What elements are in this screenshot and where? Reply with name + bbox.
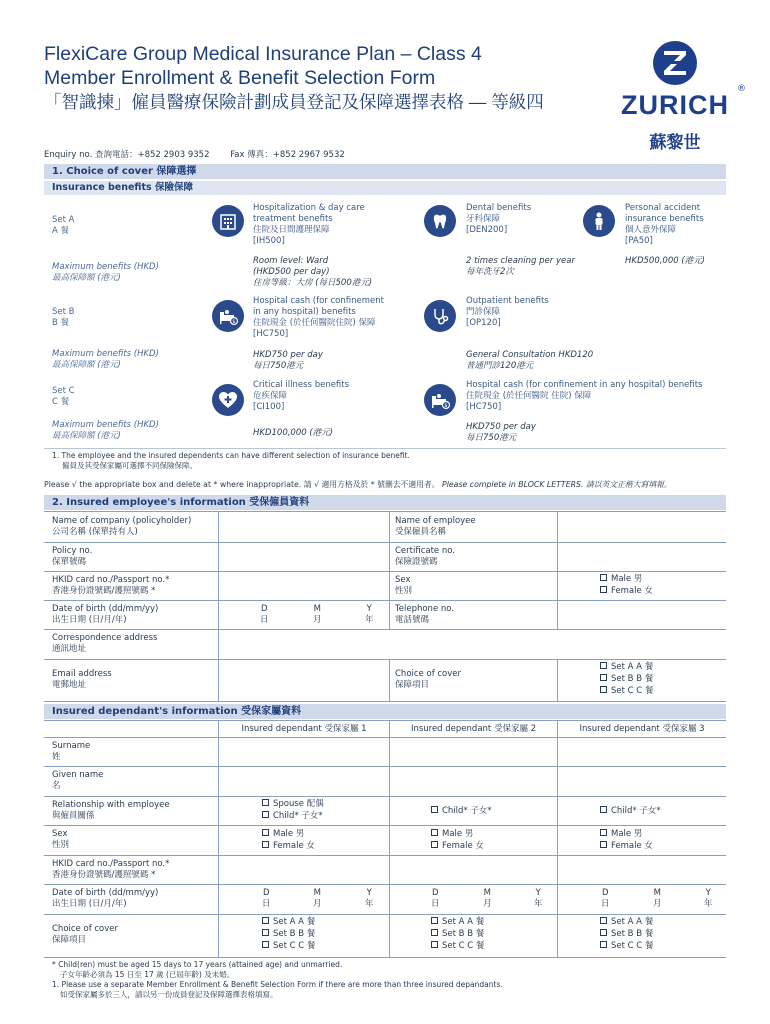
surname-label: Surname 姓 bbox=[52, 741, 91, 762]
dependants-header: Insured dependant's information 受保家屬資料 bbox=[44, 704, 726, 719]
zurich-logo bbox=[604, 40, 746, 152]
checkbox-icon[interactable] bbox=[600, 674, 607, 681]
benefit-outpatient-value: General Consultation HKD120 普通門診120港元 bbox=[466, 350, 594, 371]
checkbox-icon[interactable] bbox=[600, 686, 607, 693]
dep1-child-checkbox[interactable]: Child* 子女* bbox=[262, 811, 323, 823]
section1-note: 1. The employee and the insured dependents can have different selection of insurance benefit. 僱員及其受保家屬可選擇不同保險保障。 bbox=[52, 451, 410, 470]
company-label: Name of company (policyholder) 公司名稱 (保單持有人) bbox=[52, 516, 192, 537]
dep3-given-input[interactable] bbox=[559, 768, 725, 795]
dep3-female-checkbox[interactable]: Female 女 bbox=[600, 841, 653, 853]
sex-male-checkbox[interactable]: Male 男 bbox=[600, 574, 642, 586]
dependant-2-header: Insured dependant 受保家屬 2 bbox=[410, 724, 537, 734]
given-name-label: Given name 名 bbox=[52, 770, 104, 791]
benefit-critical-illness: Critical illness benefits 危疾保障 [CI100] bbox=[253, 380, 350, 412]
checkbox-icon[interactable] bbox=[262, 799, 269, 806]
svg-text:$: $ bbox=[232, 319, 236, 325]
dep1-set-c-checkbox[interactable]: Set C C 餐 bbox=[262, 941, 315, 953]
benefit-outpatient: Outpatient benefits 門診保障 [OP120] bbox=[466, 296, 549, 328]
benefit-hospital-cash-c: Hospital cash (for confinement in any hospital) benefits 住院現金 (於任何醫院 住院) 保障 [HC750] bbox=[466, 380, 703, 412]
dep2-set-a-checkbox[interactable]: Set A A 餐 bbox=[431, 917, 484, 929]
checkbox-icon[interactable] bbox=[431, 841, 438, 848]
dep1-dob-day[interactable]: D 日 bbox=[262, 888, 271, 909]
dep3-dob-year[interactable]: Y 年 bbox=[704, 888, 713, 909]
person-icon bbox=[583, 205, 615, 237]
benefit-personal-accident: Personal accident insurance benefits 個人意外保障 [PA50] bbox=[625, 203, 704, 246]
benefit-hospital-cash-c-value: HKD750 per day 每日750港元 bbox=[466, 422, 536, 443]
svg-text:$: $ bbox=[444, 403, 448, 409]
checkbox-icon[interactable] bbox=[262, 811, 269, 818]
benefit-hospitalization: Hospitalization & day care treatment benefits 住院及日間護理保障 [IH500] bbox=[253, 203, 365, 246]
dep1-spouse-checkbox[interactable]: Spouse 配偶 bbox=[262, 799, 324, 811]
title-line1: FlexiCare Group Medical Insurance Plan – Class 4 bbox=[44, 43, 482, 65]
set-b-max-label: Maximum benefits (HKD) 最高保障額 (港元) bbox=[52, 349, 159, 370]
contact-line bbox=[44, 148, 363, 160]
checkbox-icon[interactable] bbox=[600, 574, 607, 581]
dep2-set-b-checkbox[interactable]: Set B B 餐 bbox=[431, 929, 484, 941]
section2-header: 2. Insured employee's information 受保僱員資料 bbox=[44, 495, 726, 510]
dep-cover-label: Choice of cover 保障項目 bbox=[52, 924, 119, 945]
checkbox-icon[interactable] bbox=[262, 841, 269, 848]
checkbox-icon[interactable] bbox=[262, 917, 269, 924]
dependant-1-header: Insured dependant 受保家屬 1 bbox=[241, 724, 367, 734]
dep-dob-label: Date of birth (dd/mm/yy) 出生日期 (日/月/年) bbox=[52, 888, 159, 909]
dob-day[interactable]: D 日 bbox=[260, 604, 269, 625]
cover-set-a-checkbox[interactable]: Set A A 餐 bbox=[600, 662, 653, 674]
dep3-set-c-checkbox[interactable]: Set C C 餐 bbox=[600, 941, 653, 953]
stethoscope-icon bbox=[424, 300, 456, 332]
policy-input[interactable] bbox=[220, 544, 388, 570]
checkbox-icon[interactable] bbox=[600, 662, 607, 669]
benefit-critical-illness-value: HKD100,000 (港元) bbox=[253, 428, 333, 438]
benefit-hospital-cash: Hospital cash (for confinement in any hospital) benefits 住院現金 (於任何醫院住院) 保障 [HC750] bbox=[253, 296, 384, 339]
logo-registered: ® bbox=[737, 84, 746, 94]
dep1-female-checkbox[interactable]: Female 女 bbox=[262, 841, 315, 853]
title-line3: 「智識揀」僱員醫療保險計劃成員登記及保障選擇表格 — 等級四 bbox=[44, 92, 544, 112]
certificate-label: Certificate no. 保險證號碼 bbox=[395, 546, 455, 567]
dep1-hkid-input[interactable] bbox=[220, 857, 388, 883]
dep2-female-checkbox[interactable]: Female 女 bbox=[431, 841, 484, 853]
sex-female-checkbox[interactable]: Female 女 bbox=[600, 586, 653, 598]
dep1-dob-month[interactable]: M 月 bbox=[313, 888, 322, 909]
instruction-line: Please √ the appropriate box and delete at * where inappropriate. 請 √ 適用方格及於 * 號刪去不適用者。 Please complete in BLOCK LETTERS. 請以英文正楷大寫填報。 bbox=[44, 480, 672, 489]
dep3-dob-month[interactable]: M 月 bbox=[653, 888, 662, 909]
cover-set-b-checkbox[interactable]: Set B B 餐 bbox=[600, 674, 653, 686]
relationship-label: Relationship with employee 與僱員關係 bbox=[52, 800, 170, 821]
dep1-male-checkbox[interactable]: Male 男 bbox=[262, 829, 304, 841]
dep3-set-a-checkbox[interactable]: Set A A 餐 bbox=[600, 917, 653, 929]
fax-number: Fax 傳真：+852 2967 9532 bbox=[230, 150, 345, 160]
sex-label: Sex 性別 bbox=[395, 575, 413, 596]
checkbox-icon[interactable] bbox=[262, 829, 269, 836]
heart-plus-icon bbox=[212, 384, 244, 416]
checkbox-icon[interactable] bbox=[600, 586, 607, 593]
set-a-max-label: Maximum benefits (HKD) 最高保障額 (港元) bbox=[52, 262, 159, 283]
dep1-dob-year[interactable]: Y 年 bbox=[365, 888, 374, 909]
checkbox-icon[interactable] bbox=[600, 841, 607, 848]
dep3-hkid-input[interactable] bbox=[559, 857, 725, 883]
checkbox-icon[interactable] bbox=[262, 929, 269, 936]
dep2-male-checkbox[interactable]: Male 男 bbox=[431, 829, 473, 841]
dob-label: Date of birth (dd/mm/yy) 出生日期 (日/月/年) bbox=[52, 604, 159, 625]
checkbox-icon[interactable] bbox=[600, 917, 607, 924]
checkbox-icon[interactable] bbox=[600, 806, 607, 813]
checkbox-icon[interactable] bbox=[431, 941, 438, 948]
dep2-dob-year[interactable]: Y 年 bbox=[534, 888, 543, 909]
dep3-child-checkbox[interactable]: Child* 子女* bbox=[600, 806, 661, 818]
dep1-given-input[interactable] bbox=[220, 768, 388, 795]
dep2-child-checkbox[interactable]: Child* 子女* bbox=[431, 806, 492, 818]
checkbox-icon[interactable] bbox=[431, 806, 438, 813]
checkbox-icon[interactable] bbox=[431, 929, 438, 936]
hospital-cash-icon bbox=[424, 384, 456, 416]
benefit-dental: Dental benefits 牙科保障 [DEN200] bbox=[466, 203, 532, 235]
benefits-subheader: Insurance benefits 保險保障 bbox=[44, 181, 726, 195]
dep2-given-input[interactable] bbox=[391, 768, 556, 795]
dob-year[interactable]: Y 年 bbox=[365, 604, 374, 625]
logo-name: ZURICH bbox=[621, 90, 729, 120]
cover-set-c-checkbox[interactable]: Set C C 餐 bbox=[600, 686, 653, 698]
dep3-surname-input[interactable] bbox=[559, 739, 725, 765]
tooth-icon bbox=[424, 205, 456, 237]
cover-label: Choice of cover 保障項目 bbox=[395, 669, 462, 690]
dep-hkid-label: HKID card no./Passport no.* 香港身份證號碼/護照號碼 * bbox=[52, 859, 170, 880]
hospital-icon bbox=[212, 205, 244, 237]
benefit-personal-accident-value: HKD500,000 (港元) bbox=[625, 256, 705, 266]
dep2-dob-day[interactable]: D 日 bbox=[431, 888, 440, 909]
checkbox-icon[interactable] bbox=[600, 829, 607, 836]
employee-name-label: Name of employee 受保僱員名稱 bbox=[395, 516, 476, 537]
logo-chinese: 蘇黎世 bbox=[649, 133, 701, 153]
policy-label: Policy no. 保單號碼 bbox=[52, 546, 93, 567]
dep2-hkid-input[interactable] bbox=[391, 857, 556, 883]
dep3-dob-day[interactable]: D 日 bbox=[601, 888, 610, 909]
dep3-set-b-checkbox[interactable]: Set B B 餐 bbox=[600, 929, 653, 941]
dep-sex-label: Sex 性別 bbox=[52, 829, 70, 850]
hkid-input[interactable] bbox=[220, 573, 388, 599]
dep2-set-c-checkbox[interactable]: Set C C 餐 bbox=[431, 941, 484, 953]
dep1-set-a-checkbox[interactable]: Set A A 餐 bbox=[262, 917, 315, 929]
address-input[interactable] bbox=[220, 631, 725, 658]
checkbox-icon[interactable] bbox=[431, 829, 438, 836]
dep3-male-checkbox[interactable]: Male 男 bbox=[600, 829, 642, 841]
hospital-cash-icon bbox=[212, 300, 244, 332]
dob-month[interactable]: M 月 bbox=[313, 604, 322, 625]
enquiry-number: Enquiry no. 查詢電話：+852 2903 9352 bbox=[44, 150, 210, 160]
email-label: Email address 電郵地址 bbox=[52, 669, 112, 690]
benefit-dental-value: 2 times cleaning per year 每年洗牙2次 bbox=[466, 256, 575, 277]
email-input[interactable] bbox=[220, 661, 388, 700]
title-line2: Member Enrollment & Benefit Selection Form bbox=[44, 67, 436, 89]
dep1-surname-input[interactable] bbox=[220, 739, 388, 765]
footnotes: * Child(ren) must be aged 15 days to 17 years (attained age) and unmarried. 子女年齡必須為 15 日至 17 歲 (已屆年齡) 及未婚。 1. Please use a separate Member Enrollment & Benefit Selection Form if there are more than three insured depandants. 如受保家屬多於三人，請以另一份成員登記及保障選擇表格填寫。 bbox=[52, 960, 503, 999]
dependant-3-header: Insured dependant 受保家屬 3 bbox=[579, 724, 705, 734]
hkid-label: HKID card no./Passport no.* 香港身份證號碼/護照號碼 * bbox=[52, 575, 170, 596]
benefit-hospitalization-value: Room level: Ward (HKD500 per day) 住房等級：大房 (每日500港元) bbox=[253, 256, 373, 288]
set-c-label: Set C C 餐 bbox=[52, 386, 75, 407]
checkbox-icon[interactable] bbox=[600, 929, 607, 936]
set-c-max-label: Maximum benefits (HKD) 最高保障額 (港元) bbox=[52, 420, 159, 441]
telephone-label: Telephone no. 電話號碼 bbox=[395, 604, 455, 625]
zurich-emblem-icon bbox=[652, 40, 698, 86]
benefit-hospital-cash-value: HKD750 per day 每日750港元 bbox=[253, 350, 323, 371]
checkbox-icon[interactable] bbox=[262, 941, 269, 948]
set-a-label: Set A A 餐 bbox=[52, 215, 75, 236]
dep2-surname-input[interactable] bbox=[391, 739, 556, 765]
address-label: Correspondence address 通訊地址 bbox=[52, 633, 158, 654]
checkbox-icon[interactable] bbox=[431, 917, 438, 924]
section1-header: 1. Choice of cover 保障選擇 bbox=[44, 164, 726, 179]
form-title bbox=[44, 42, 584, 114]
company-input[interactable] bbox=[220, 513, 388, 541]
telephone-input[interactable] bbox=[559, 602, 725, 628]
dep2-dob-month[interactable]: M 月 bbox=[483, 888, 492, 909]
employee-name-input[interactable] bbox=[559, 513, 725, 541]
checkbox-icon[interactable] bbox=[600, 941, 607, 948]
certificate-input[interactable] bbox=[559, 544, 725, 570]
dep1-set-b-checkbox[interactable]: Set B B 餐 bbox=[262, 929, 315, 941]
set-b-label: Set B B 餐 bbox=[52, 307, 75, 328]
